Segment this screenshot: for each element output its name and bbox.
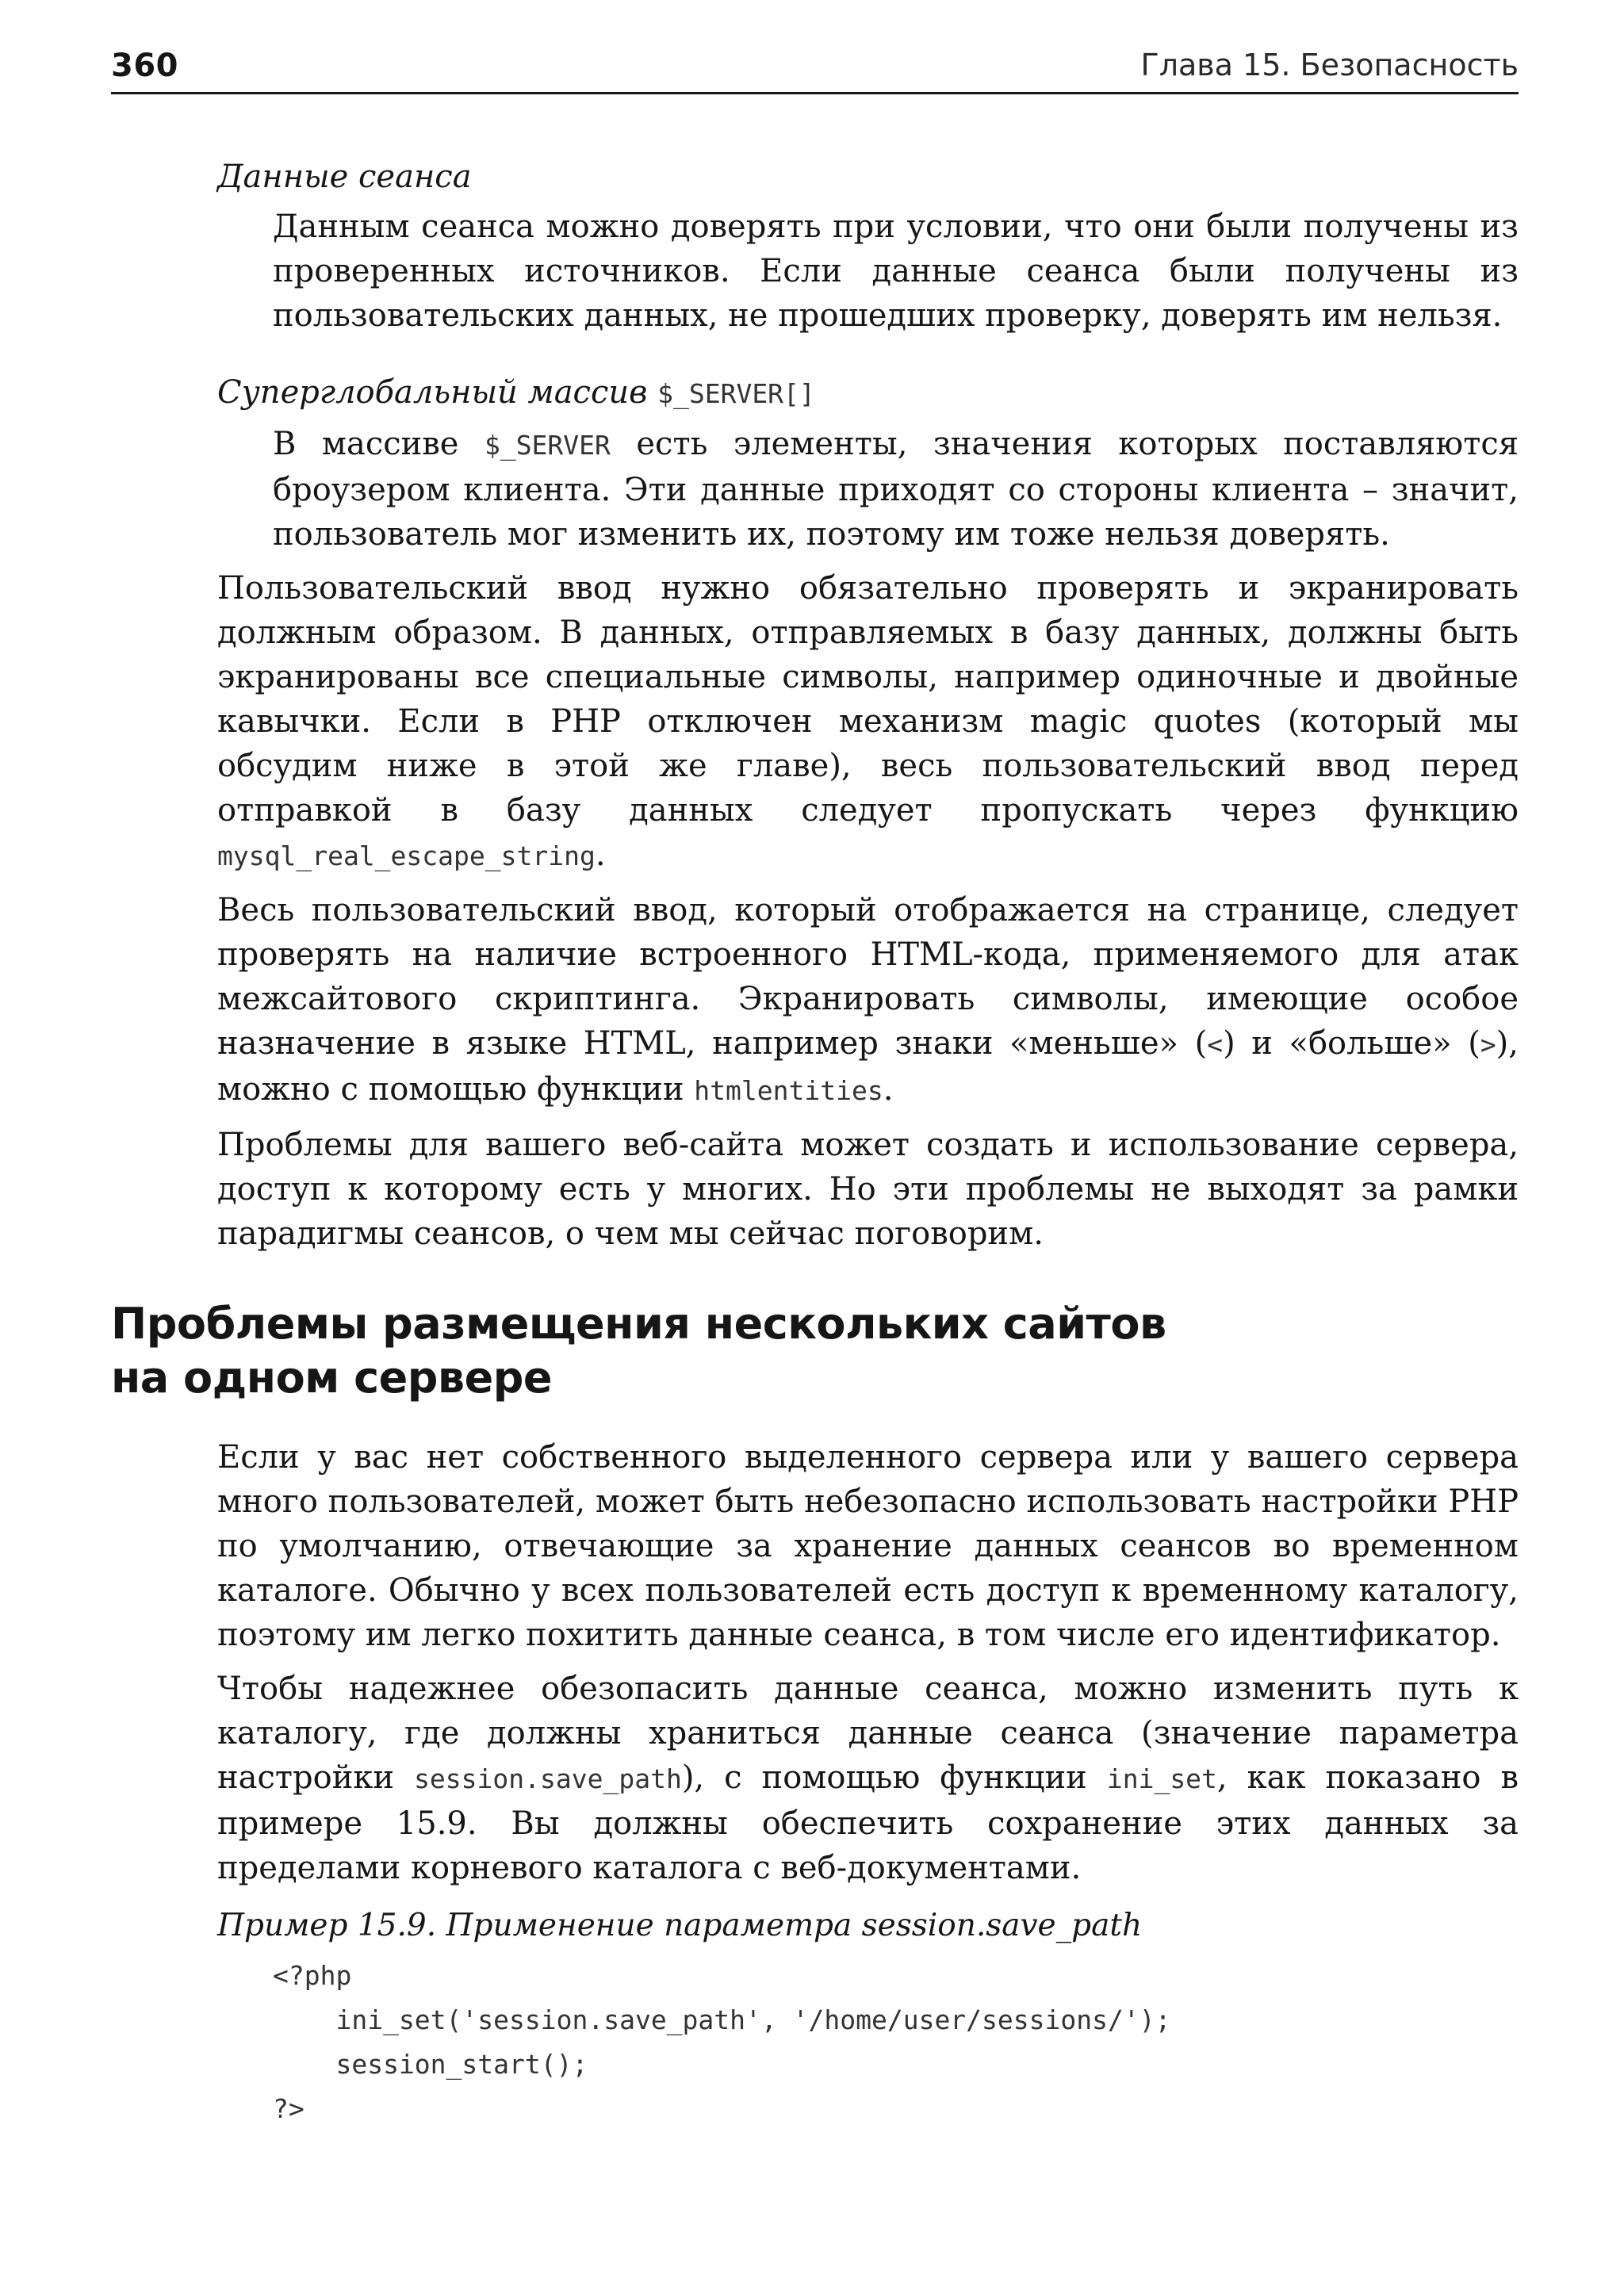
paragraph-escaping (217, 566, 1519, 879)
paragraph-temp-dir (217, 1435, 1519, 1657)
inline-code-mysql-escape: mysql_real_escape_string (217, 840, 596, 871)
definition-text: Данным сеанса можно доверять при условии, что они были получены из проверенных источников. Если данные сеанса были получены из пользовательских данных, не прошедших проверку, доверять им нельзя. (273, 209, 1519, 334)
inline-code-less-than: < (1207, 1029, 1224, 1060)
punctuation: . (595, 836, 606, 873)
inline-code-greater-than: > (1480, 1029, 1496, 1060)
term-code: $_SERVER[] (657, 378, 815, 409)
code-listing (273, 1954, 1519, 2131)
paragraph-text: Пользовательский ввод нужно обязательно проверять и экранировать должным образом. В данных, отправляемых в базу данных, должны быть экранированы все специальные символы, например одиночные и двойные кавычки. Если в PHP отключен механизм magic quotes (который мы обсудим ниже в этой же главе), весь пользовательский ввод перед отправкой в базу данных следует пропускать через функцию (217, 570, 1519, 829)
definition-text-after: есть элементы, значения которых поставляются броузером клиента. Эти данные приходят со стороны клиента – значит, пользователь мог изменить их, поэтому им тоже нельзя доверять. (273, 426, 1519, 553)
paragraph-text-mid: ) и «больше» ( (1223, 1025, 1480, 1062)
chapter-title: Глава 15. Безопасность (1140, 48, 1519, 82)
code-line: session_start(); (273, 2049, 588, 2080)
book-page (111, 0, 1519, 2274)
section-heading-line1: Проблемы размещения нескольких сайтов (111, 1299, 1166, 1349)
paragraph-text: Проблемы для вашего веб-сайта может создать и использование сервера, доступ к которому есть у многих. Но эти проблемы не выходят за рамки парадигмы сеансов, о чем мы сейчас поговорим. (217, 1127, 1519, 1252)
paragraph-text: Весь пользовательский ввод, который отображается на странице, следует проверять на наличие встроенного HTML-кода, применяемого для атак межсайтового скриптинга. Экранировать символы, имеющие особое назначение в языке HTML, например знаки «меньше» ( (217, 892, 1519, 1062)
definition-term-session-data (217, 155, 1519, 198)
inline-code-session-save-path: session.save_path (414, 1763, 682, 1794)
page-number: 360 (111, 48, 178, 84)
paragraph-text-mid2: ), можно с помощью функции (217, 1025, 1519, 1108)
definition-session-data (273, 205, 1519, 338)
paragraph-text-a: Чтобы надежнее обезопасить данные сеанса, можно изменить путь к каталогу, где должны храниться данные сеанса (значение параметра настройки (217, 1671, 1519, 1796)
term-text: Данные сеанса (217, 159, 472, 195)
running-head (111, 44, 1519, 94)
definition-server-array (273, 422, 1519, 557)
inline-code-htmlentities: htmlentities (694, 1075, 883, 1106)
paragraph-shared-server (217, 1123, 1519, 1256)
page-content (111, 155, 1519, 2131)
section-heading (111, 1297, 1519, 1405)
definition-term-server-array (217, 371, 1519, 415)
code-line: ini_set('session.save_path', '/home/user/sessions/'); (273, 2004, 1171, 2035)
paragraph-xss (217, 888, 1519, 1113)
paragraph-text-b: ), с помощью функции (681, 1759, 1107, 1796)
paragraph-save-path (217, 1667, 1519, 1890)
code-line: ?> (273, 2093, 304, 2124)
example-caption: Пример 15.9. Применение параметра session.save_path (217, 1908, 1143, 1943)
section-heading-line2: на одном сервере (111, 1353, 552, 1403)
inline-code-ini-set: ini_set (1106, 1763, 1217, 1794)
inline-code-server: $_SERVER (484, 430, 611, 461)
code-line: <?php (273, 1960, 352, 1991)
definition-text-before: В массиве (273, 426, 485, 462)
paragraph-text: Если у вас нет собственного выделенного сервера или у вашего сервера много пользователей, может быть небезопасно использовать настройки PHP по умолчанию, отвечающие за хранение данных сеансов во временном каталоге. Обычно у всех пользователей есть доступ к временному каталогу, поэтому им легко похитить данные сеанса, в том числе его идентификатор. (217, 1439, 1519, 1653)
term-text: Суперглобальный массив (217, 374, 658, 411)
paragraph-text-c: , как показано в примере 15.9. Вы должны обеспечить сохранение этих данных за пределами корневого каталога с веб-документами. (217, 1759, 1519, 1886)
punctuation: . (883, 1071, 894, 1108)
